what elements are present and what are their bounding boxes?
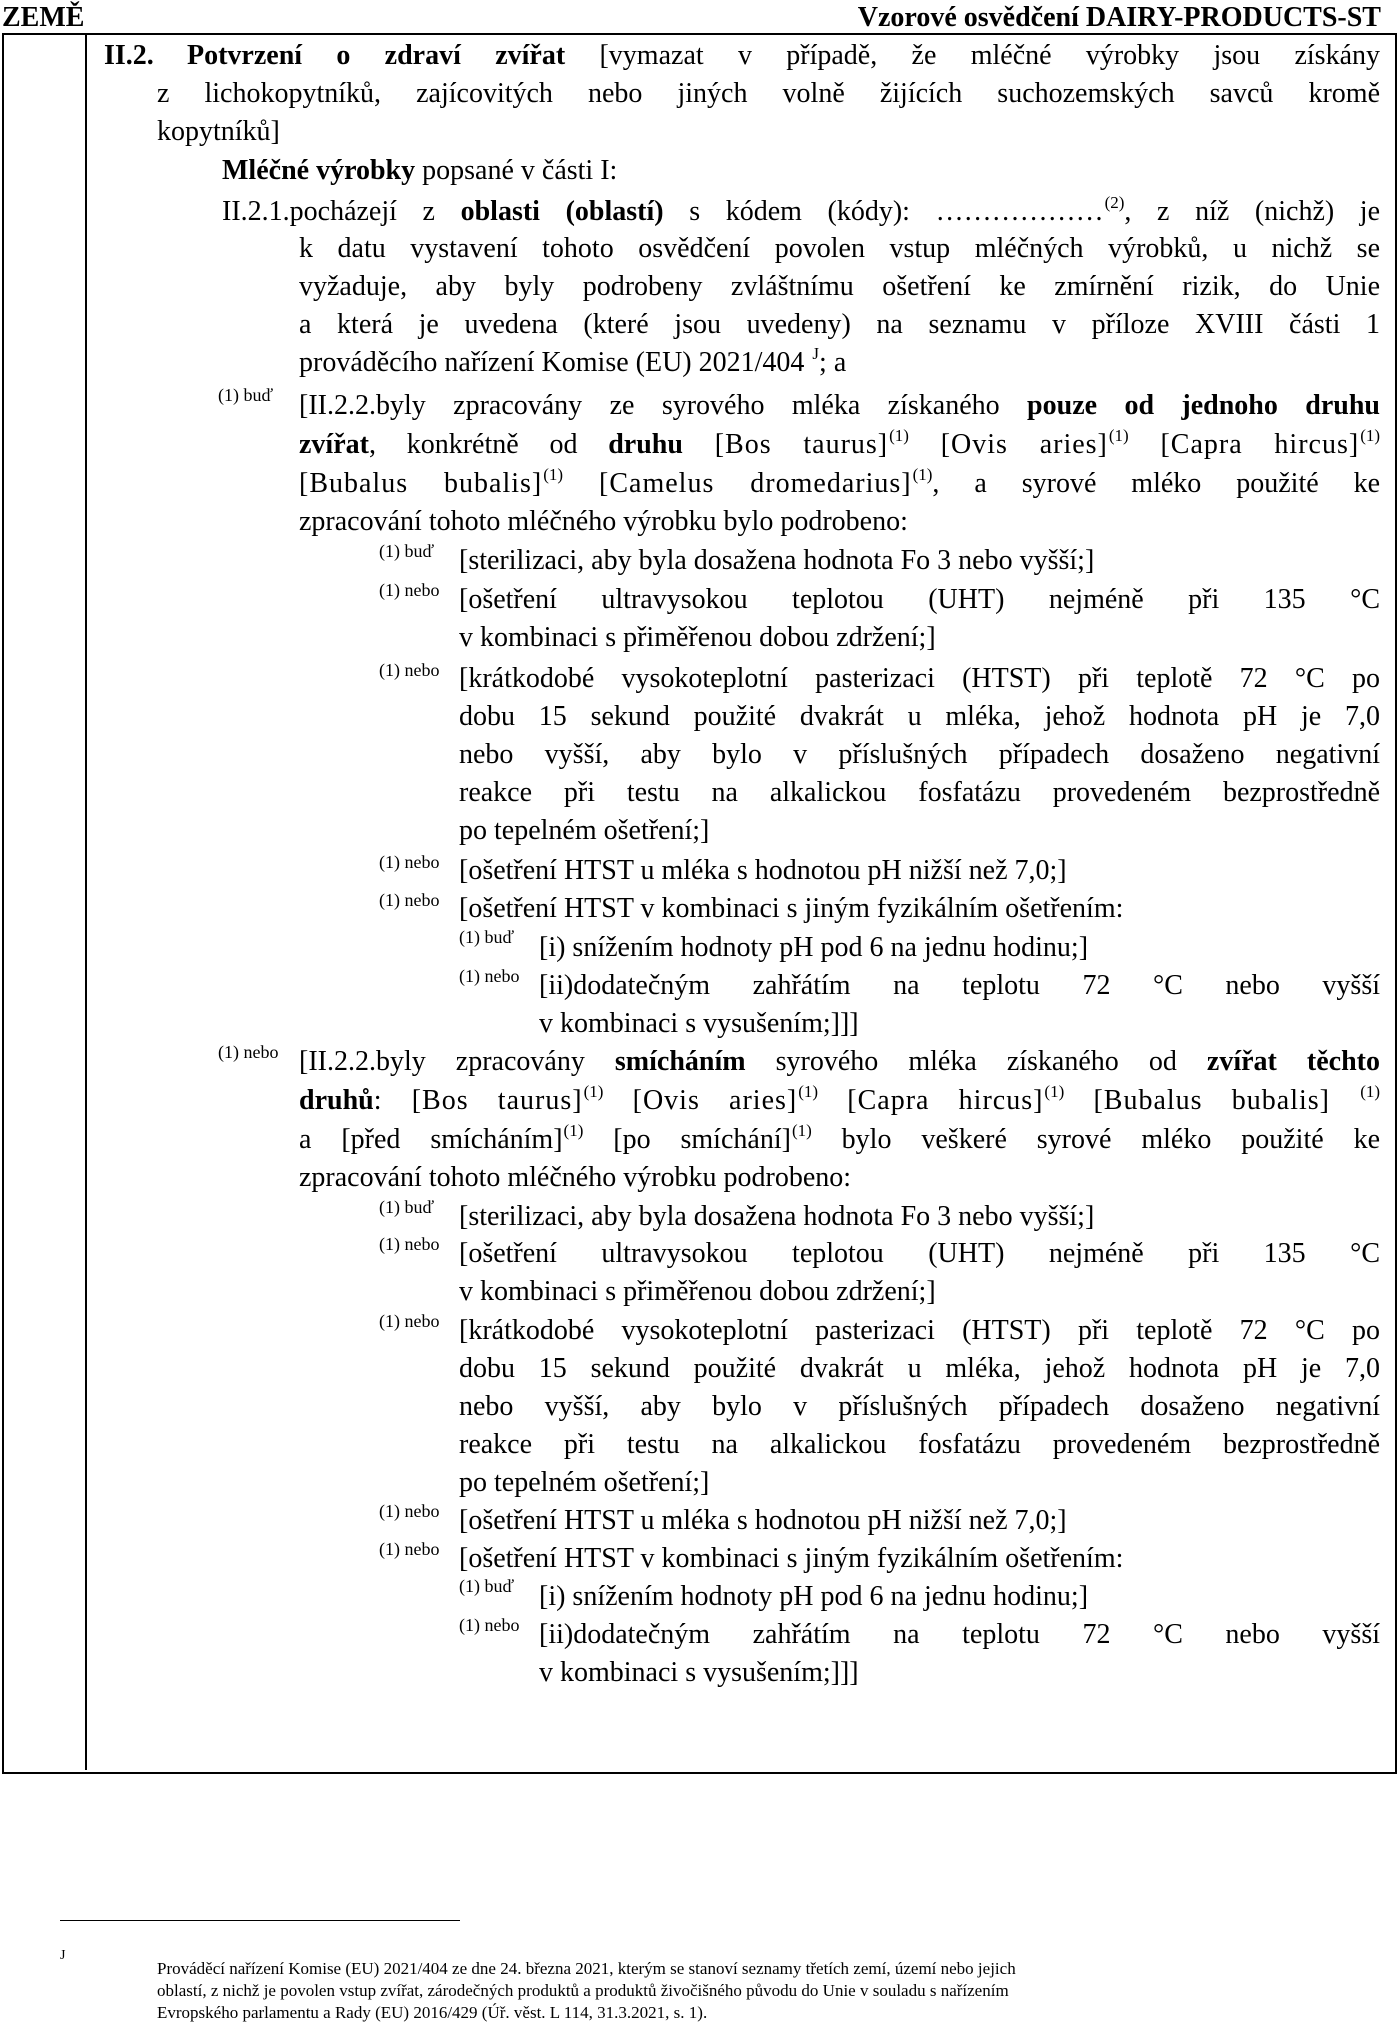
treat-a-i-label: (1) buď xyxy=(459,927,515,947)
p221-text-a: II.2.1.pocházejí z xyxy=(222,196,461,227)
p221-end: ; a xyxy=(819,347,847,378)
treat-a-htst-line-4: reakce při testu na alkalickou fosfatázu provedeném bezprostředně xyxy=(459,777,1380,808)
option-a-line-4: zpracování tohoto mléčného výrobku bylo podrobeno: xyxy=(299,506,908,537)
treat-a-ii-label: (1) nebo xyxy=(459,966,520,986)
treat-b-htst-line-1: [krátkodobé vysokoteplotní pasterizaci (HTST) při teplotě 72 °C po xyxy=(459,1315,1380,1346)
footnote-line-2: oblastí, z nichž je povolen vstup zvířat, zárodečných produktů a produktů živočišného původu do Unie v souladu s nařízením xyxy=(157,1981,1009,2000)
treat-b-ph: [ošetření HTST u mléka s hodnotou pH nižší než 7,0;] xyxy=(459,1505,1067,1536)
treat-a-htst-line-5: po tepelném ošetření;] xyxy=(459,815,710,846)
species-camelus-dromedarius: [Camelus dromedarius] xyxy=(563,468,912,499)
species-bubalus-bubalis: [Bubalus bubalis] xyxy=(1064,1085,1360,1116)
treat-a5-label: (1) nebo xyxy=(379,890,440,910)
option-b-line-3 xyxy=(299,1121,1380,1162)
optB-bold-animals: zvířat těchto xyxy=(1206,1046,1380,1077)
option-b-line-1 xyxy=(299,1043,1380,1081)
sup-ref: (1) xyxy=(1360,426,1381,445)
frame-column-divider xyxy=(85,33,87,1770)
subheading-rest: popsané v části I: xyxy=(415,155,618,186)
sup-ref: (1) xyxy=(1360,1082,1381,1101)
section-number: II.2. xyxy=(104,40,154,71)
section-title: Potvrzení o zdraví zvířat xyxy=(187,40,566,71)
sup-ref: (1) xyxy=(791,1121,812,1140)
optB-before-mixing: a [před smícháním] xyxy=(299,1124,563,1155)
footnote-mark: J xyxy=(60,1948,66,1963)
treat-a-sterilization: [sterilizaci, aby byla dosažena hodnota Fo 3 nebo vyšší;] xyxy=(459,545,1095,576)
footnote-separator xyxy=(60,1920,460,1921)
p221-line-5 xyxy=(299,344,846,385)
treat-b-physical: [ošetření HTST v kombinaci s jiným fyzikálním ošetřením: xyxy=(459,1543,1124,1574)
sup-ref: (1) xyxy=(543,465,564,484)
p221-bold-region: oblasti (oblastí) xyxy=(460,196,664,227)
treat-a4-label: (1) nebo xyxy=(379,852,440,872)
treat-b-ii-line-1: [ii)dodatečným zahřátím na teplotu 72 °C nebo vyšší xyxy=(539,1619,1380,1650)
subheading-bold: Mléčné výrobky xyxy=(222,155,416,186)
section-intro-line-2: z lichokopytníků, zajícovitých nebo jiných volně žijících suchozemských savců kromě xyxy=(157,78,1380,109)
optB-text-a: [II.2.2.byly zpracovány xyxy=(299,1046,615,1077)
species-capra-hircus: [Capra hircus] xyxy=(1128,429,1360,460)
header-country: ZEMĚ xyxy=(2,2,85,33)
p221-line-1 xyxy=(222,193,1380,234)
treat-b4-label: (1) nebo xyxy=(379,1501,440,1521)
treat-b-i-label: (1) buď xyxy=(459,1576,515,1596)
option-b-line-4: zpracování tohoto mléčného výrobku podrobeno: xyxy=(299,1162,852,1193)
treat-a-htst-line-1: [krátkodobé vysokoteplotní pasterizaci (HTST) při teplotě 72 °C po xyxy=(459,663,1380,694)
option-a-line-2 xyxy=(299,426,1380,467)
species-capra-hircus: [Capra hircus] xyxy=(818,1085,1044,1116)
treat-b2-label: (1) nebo xyxy=(379,1234,440,1254)
option-b-label: (1) nebo xyxy=(218,1042,279,1062)
p221-footnote-j-ref: J xyxy=(812,344,820,363)
p221-line-2: k datu vystavení tohoto osvědčení povolen vstup mléčných výrobků, u nichž se xyxy=(299,233,1380,264)
sup-ref: (1) xyxy=(912,465,933,484)
treat-b-uht-line-1: [ošetření ultravysokou teplotou (UHT) nejméně při 135 °C xyxy=(459,1238,1380,1269)
treat-a-uht-line-1: [ošetření ultravysokou teplotou (UHT) nejméně při 135 °C xyxy=(459,584,1380,615)
section-subheading xyxy=(222,152,617,190)
species-ovis-aries: [Ovis aries] xyxy=(908,429,1108,460)
treat-b-ii-line-2: v kombinaci s vysušením;]]] xyxy=(539,1657,859,1688)
optB-text-c2: bylo veškeré syrové mléko použité ke xyxy=(811,1124,1381,1155)
treat-b-ii-label: (1) nebo xyxy=(459,1615,520,1635)
p221-text-d: , z níž (nichž) je xyxy=(1124,196,1381,227)
p221-line-3: vyžaduje, aby byly podrobeny zvláštnímu ošetření ke zmírnění rizik, do Unie xyxy=(299,271,1380,302)
treat-a3-label: (1) nebo xyxy=(379,660,440,680)
optB-after-mixing: [po smíchání] xyxy=(583,1124,791,1155)
treat-b-htst-line-5: po tepelném ošetření;] xyxy=(459,1467,710,1498)
optA-bold-animals: zvířat xyxy=(299,429,369,460)
option-a-label: (1) buď xyxy=(218,385,274,405)
option-a-line-3 xyxy=(299,465,1380,506)
treat-a2-label: (1) nebo xyxy=(379,580,440,600)
sup-ref: (1) xyxy=(798,1082,819,1101)
treat-b-htst-line-2: dobu 15 sekund použité dvakrát u mléka, jehož hodnota pH je 7,0 xyxy=(459,1353,1380,1384)
p221-reg-ref: prováděcího nařízení Komise (EU) 2021/404 xyxy=(299,347,812,378)
optA-bold-single-species: pouze od jednoho druhu xyxy=(1027,390,1380,421)
optB-text-c: syrového mléka získaného od xyxy=(745,1046,1207,1077)
optA-bold-species: druhu xyxy=(608,429,683,460)
p221-footnote-ref: (2) xyxy=(1104,193,1125,212)
sup-ref: (1) xyxy=(1108,426,1129,445)
treat-a-physical: [ošetření HTST v kombinaci s jiným fyzikálním ošetřením: xyxy=(459,893,1124,924)
treat-b-i: [i) snížením hodnoty pH pod 6 na jednu hodinu;] xyxy=(539,1581,1089,1612)
section-intro-line-3: kopytníků] xyxy=(157,116,280,147)
treat-b5-label: (1) nebo xyxy=(379,1539,440,1559)
option-a-line-1 xyxy=(299,387,1380,425)
header-certificate-title: Vzorové osvědčení DAIRY-PRODUCTS-ST xyxy=(857,2,1381,33)
treat-b-htst-line-3: nebo vyšší, aby bylo v příslušných případech dosaženo negativní xyxy=(459,1391,1380,1422)
optA-text-c: , a syrové mléko použité ke xyxy=(932,468,1381,499)
optB-bold-species: druhů xyxy=(299,1085,374,1116)
treat-b-uht-line-2: v kombinaci s přiměřenou dobou zdržení;] xyxy=(459,1276,936,1307)
treat-b-sterilization: [sterilizaci, aby byla dosažena hodnota Fo 3 nebo vyšší;] xyxy=(459,1201,1095,1232)
treat-a-i: [i) snížením hodnoty pH pod 6 na jednu hodinu;] xyxy=(539,932,1089,963)
treat-a-ph: [ošetření HTST u mléka s hodnotou pH nižší než 7,0;] xyxy=(459,855,1067,886)
species-ovis-aries: [Ovis aries] xyxy=(603,1085,798,1116)
footnote-line-3: Evropského parlamentu a Rady (EU) 2016/429 (Úř. věst. L 114, 31.3.2021, s. 1). xyxy=(157,2003,708,2022)
footnote-line-1: Prováděcí nařízení Komise (EU) 2021/404 ze dne 24. března 2021, kterým se stanoví seznamy třetích zemí, území nebo jejich xyxy=(157,1959,1016,1978)
section-intro-line-1: [vymazat v případě, že mléčné výrobky jsou získány xyxy=(599,40,1381,71)
sup-ref: (1) xyxy=(583,1082,604,1101)
treat-b3-label: (1) nebo xyxy=(379,1311,440,1331)
p221-code-blank: s kódem (kódy): ……………… xyxy=(663,196,1104,227)
treat-a-htst-line-2: dobu 15 sekund použité dvakrát u mléka, jehož hodnota pH je 7,0 xyxy=(459,701,1380,732)
optB-bold-mixing: smícháním xyxy=(614,1046,746,1077)
sup-ref: (1) xyxy=(1044,1082,1065,1101)
treat-a-ii-line-2: v kombinaci s vysušením;]]] xyxy=(539,1008,859,1039)
option-b-line-2 xyxy=(299,1082,1380,1123)
optA-text-a: [II.2.2.byly zpracovány ze syrového mléka získaného xyxy=(299,390,1028,421)
optA-text-b: , konkrétně od xyxy=(368,429,609,460)
treat-a1-label: (1) buď xyxy=(379,541,435,561)
treat-b1-label: (1) buď xyxy=(379,1197,435,1217)
sup-ref: (1) xyxy=(563,1121,584,1140)
treat-a-ii-line-1: [ii)dodatečným zahřátím na teplotu 72 °C nebo vyšší xyxy=(539,970,1380,1001)
sup-ref: (1) xyxy=(889,426,909,445)
species-bos-taurus: : [Bos taurus] xyxy=(373,1085,583,1116)
p221-line-4: a která je uvedena (které jsou uvedeny) na seznamu v příloze XVIII části 1 xyxy=(299,309,1380,340)
treat-b-htst-line-4: reakce při testu na alkalickou fosfatázu provedeném bezprostředně xyxy=(459,1429,1380,1460)
species-bubalus-bubalis: [Bubalus bubalis] xyxy=(299,468,543,499)
treat-a-htst-line-3: nebo vyšší, aby bylo v příslušných případech dosaženo negativní xyxy=(459,739,1380,770)
treat-a-uht-line-2: v kombinaci s přiměřenou dobou zdržení;] xyxy=(459,622,936,653)
section-heading-line xyxy=(187,37,1380,75)
species-bos-taurus: [Bos taurus] xyxy=(682,429,889,460)
